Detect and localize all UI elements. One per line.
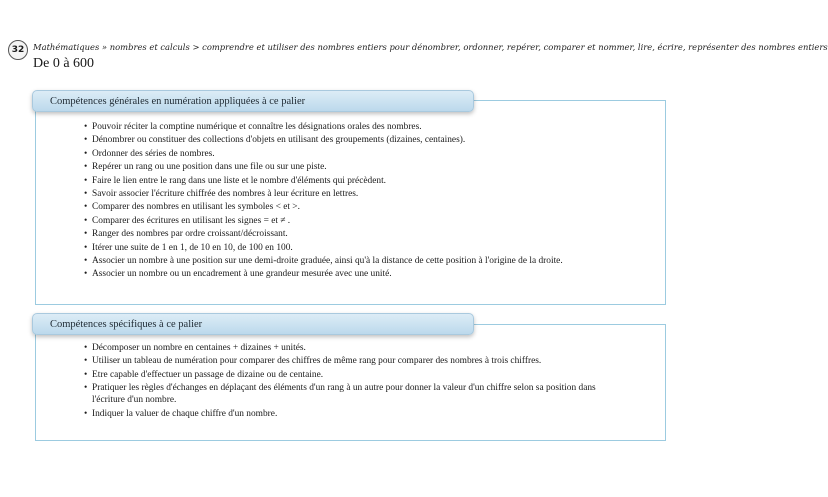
list-item: • Décomposer un nombre en centaines + dizaines + unités. [84,342,629,354]
list-item: • Etre capable d'effectuer un passage de dizaine ou de centaine. [84,369,629,381]
general-skills-heading: Compétences générales en numération appliquées à ce palier [32,90,474,112]
list-item: • Pratiquer les règles d'échanges en déplaçant des éléments d'un rang à un autre pour donner la valeur d'un chiffre selon sa position dans l'écriture d'un nombre. [84,382,629,406]
general-skills-list [84,121,629,282]
page-title: De 0 à 600 [33,56,95,71]
list-item: • Repérer un rang ou une position dans une file ou sur une piste. [84,161,629,173]
list-item: • Itérer une suite de 1 en 1, de 10 en 10, de 100 en 100. [84,242,629,254]
page-number: 32 [8,40,28,60]
list-item: • Associer un nombre à une position sur une demi-droite graduée, ainsi qu'à la distance de cette position à l'origine de la droite. [84,255,629,267]
specific-skills-heading: Compétences spécifiques à ce palier [32,313,474,335]
list-item: • Indiquer la valuer de chaque chiffre d'un nombre. [84,408,629,420]
list-item: • Ranger des nombres par ordre croissant/décroissant. [84,228,629,240]
list-item: • Dénombrer ou constituer des collections d'objets en utilisant des groupements (dizaines, centaines). [84,134,629,146]
list-item: • Comparer des écritures en utilisant les signes = et ≠ . [84,215,629,227]
list-item: • Comparer des nombres en utilisant les symboles < et >. [84,201,629,213]
list-item: • Utiliser un tableau de numération pour comparer des chiffres de même rang pour comparer des nombres à trois chiffres. [84,355,629,367]
breadcrumb: Mathématiques » nombres et calculs > comprendre et utiliser des nombres entiers pour dénombrer, ordonner, repérer, comparer et nommer, lire, écrire, représenter des nombres entiers [33,42,828,52]
list-item: • Associer un nombre ou un encadrement à une grandeur mesurée avec une unité. [84,268,629,280]
list-item: • Faire le lien entre le rang dans une liste et le nombre d'éléments qui précèdent. [84,175,629,187]
specific-skills-list [84,342,629,421]
list-item: • Ordonner des séries de nombres. [84,148,629,160]
list-item: • Savoir associer l'écriture chiffrée des nombres à leur écriture en lettres. [84,188,629,200]
list-item: • Pouvoir réciter la comptine numérique et connaître les désignations orales des nombres. [84,121,629,133]
